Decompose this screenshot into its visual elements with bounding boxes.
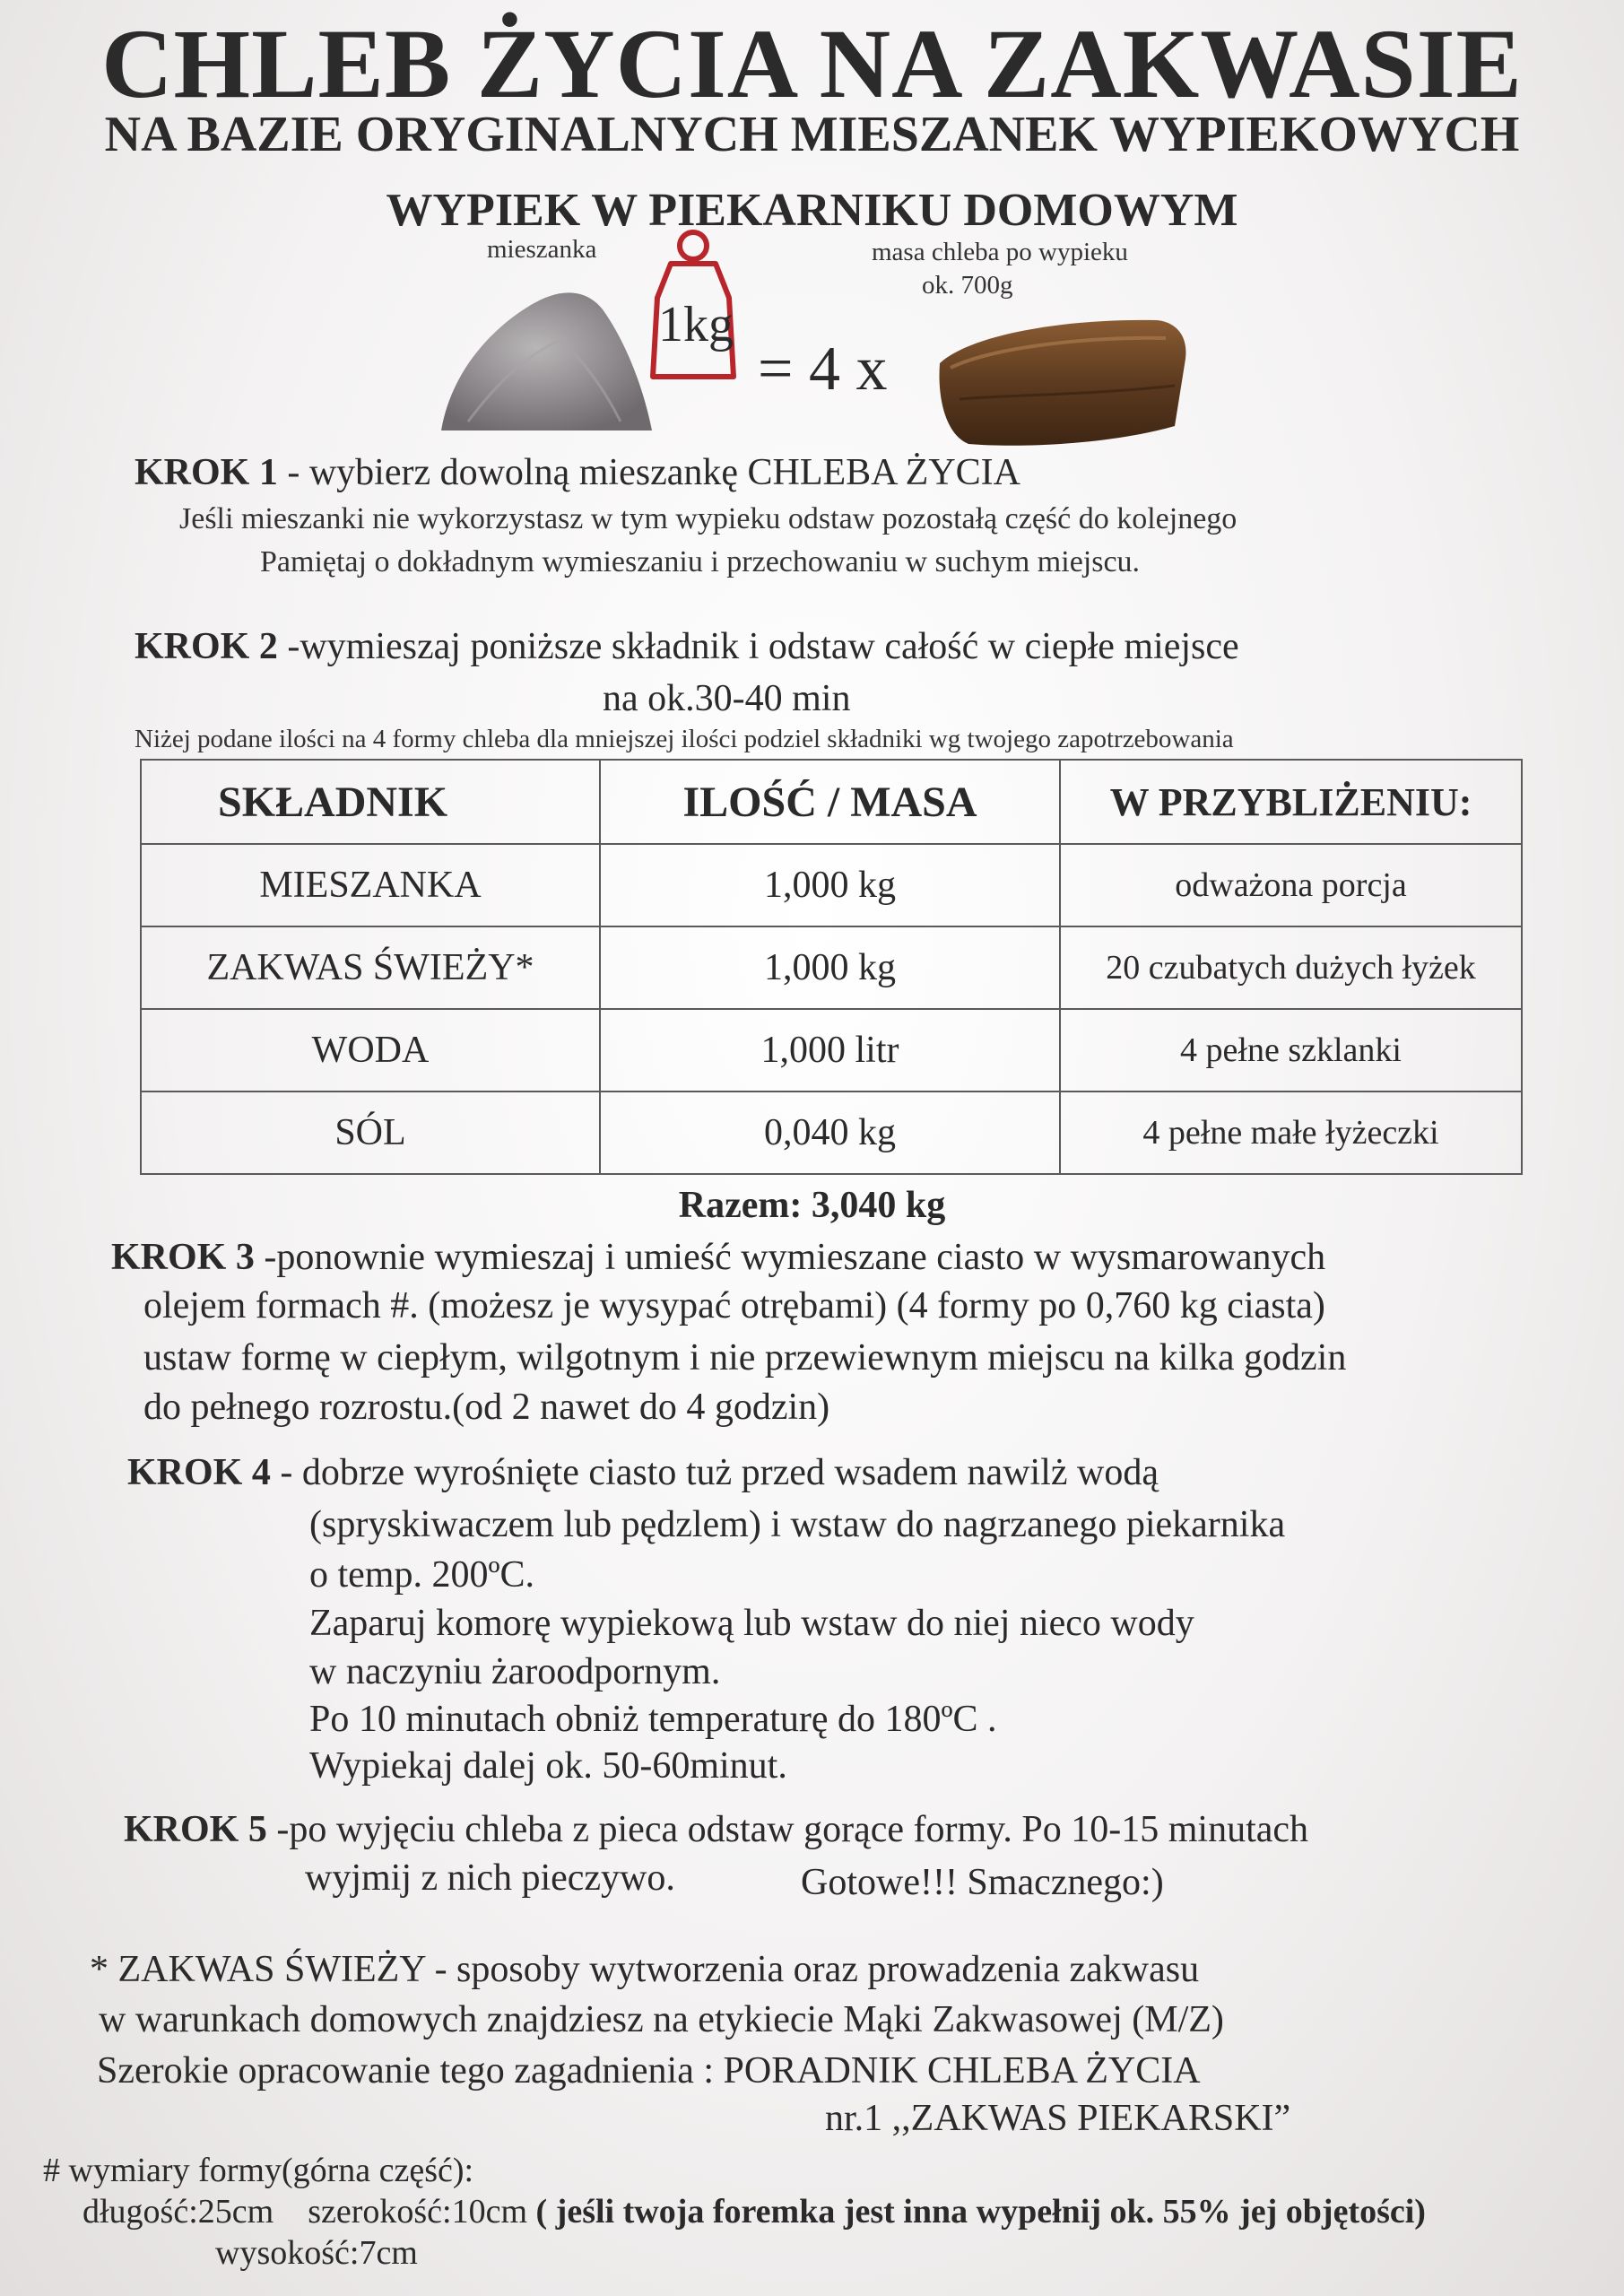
weight-label: 1kg: [658, 297, 734, 352]
step3-heading: KROK 3: [111, 1237, 255, 1278]
total-mass: Razem: 3,040 kg: [678, 1185, 946, 1226]
step5-heading: KROK 5: [124, 1809, 267, 1850]
dimension-width: szerokość:10cm: [308, 2193, 528, 2231]
step4-text: - dobrze wyrośnięte ciasto tuż przed wsadem nawilż wodą: [270, 1452, 1159, 1493]
step2-note: Niżej podane ilości na 4 formy chleba dla mniejszej ilości podziel składniki wg twojego zapotrzebowania: [135, 725, 1234, 753]
page-subtitle: NA BAZIE ORYGINALNYCH MIESZANEK WYPIEKOWYCH: [104, 107, 1520, 162]
step4-line: Zaparuj komorę wypiekową lub wstaw do niej nieco wody: [309, 1603, 1194, 1644]
equals-four-times: = 4 x: [758, 335, 888, 404]
table-row: [141, 844, 1522, 926]
dimension-fill-note: ( jeśli twoja foremka jest inna wypełnij ok. 55% jej objętości): [535, 2193, 1426, 2231]
table-cell: ZAKWAS ŚWIEŻY*: [141, 926, 600, 1009]
step5-ready: Gotowe!!! Smacznego:): [801, 1862, 1164, 1903]
step3-line3: ustaw formę w ciepłym, wilgotnym i nie przewiewnym miejscu na kilka godzin: [143, 1337, 1347, 1378]
step3-line2: olejem formach #. (możesz je wysypać otrębami) (4 formy po 0,760 kg ciasta): [143, 1285, 1325, 1326]
step1-line1: [135, 451, 1020, 494]
table-cell: 1,000 kg: [600, 844, 1060, 926]
table-cell: 1,000 litr: [600, 1009, 1060, 1091]
page-subtitle-oven: WYPIEK W PIEKARNIKU DOMOWYM: [386, 185, 1238, 236]
step1-line3: Pamiętaj o dokładnym wymieszaniu i przechowaniu w suchym miejscu.: [260, 545, 1141, 578]
bread-loaf-image: [933, 309, 1193, 453]
table-row: [141, 1091, 1522, 1174]
step5-line2: wyjmij z nich pieczywo.: [305, 1857, 675, 1899]
table-cell: 1,000 kg: [600, 926, 1060, 1009]
step4-line: o temp. 200ºC.: [309, 1554, 535, 1596]
footnote-line3: Szerokie opracowanie tego zagadnienia : PORADNIK CHLEBA ŻYCIA: [97, 2050, 1201, 2092]
step4-line: w naczyniu żaroodpornym.: [309, 1651, 721, 1692]
page-title: CHLEB ŻYCIA NA ZAKWASIE: [101, 9, 1523, 118]
dimensions-title: # wymiary formy(górna część):: [43, 2152, 474, 2189]
table-cell: 0,040 kg: [600, 1091, 1060, 1174]
table-cell: 20 czubatych dużych łyżek: [1060, 926, 1522, 1009]
step4-line: (spryskiwaczem lub pędzlem) i wstaw do nagrzanego piekarnika: [309, 1504, 1286, 1545]
table-cell: MIESZANKA: [141, 844, 600, 926]
dimensions-line: [83, 2192, 1426, 2231]
flour-pile-image: [432, 269, 656, 439]
step5-text: -po wyjęciu chleba z pieca odstaw gorące formy. Po 10-15 minutach: [266, 1809, 1309, 1850]
step2-line2: na ok.30-40 min: [603, 678, 851, 719]
step4-line: Wypiekaj dalej ok. 50-60minut.: [309, 1745, 787, 1787]
step1-heading: KROK 1: [135, 452, 278, 493]
footnote-line2: w warunkach domowych znajdziesz na etykiecie Mąki Zakwasowej (M/Z): [99, 1999, 1224, 2040]
table-cell: SÓL: [141, 1091, 600, 1174]
header-amount: ILOŚĆ / MASA: [600, 760, 1060, 844]
mix-label: mieszanka: [487, 235, 597, 264]
step1-text: - wybierz dowolną mieszankę CHLEBA ŻYCIA: [277, 452, 1020, 493]
header-approx: W PRZYBLIŻENIU:: [1060, 760, 1522, 844]
step3-text: -ponownie wymieszaj i umieść wymieszane ciasto w wysmarowanych: [254, 1237, 1326, 1278]
step2-line1: [135, 625, 1239, 668]
table-row: [141, 1009, 1522, 1091]
table-cell: odważona porcja: [1060, 844, 1522, 926]
step1-line2: Jeśli mieszanki nie wykorzystasz w tym wypieku odstaw pozostałą część do kolejnego: [179, 502, 1238, 535]
step3-line4: do pełnego rozrostu.(od 2 nawet do 4 godzin): [143, 1387, 830, 1428]
table-cell: WODA: [141, 1009, 600, 1091]
step2-text: -wymieszaj poniższe składnik i odstaw całość w ciepłe miejsce: [277, 626, 1239, 667]
footnote-line4: nr.1 ,,ZAKWAS PIEKARSKI”: [825, 2098, 1291, 2139]
bread-mass-value: ok. 700g: [922, 271, 1013, 300]
table-cell: 4 pełne szklanki: [1060, 1009, 1522, 1091]
step5-line1: [124, 1808, 1308, 1851]
step3-line1: [111, 1236, 1325, 1279]
ingredients-table: [140, 759, 1523, 1175]
bread-mass-label: masa chleba po wypieku: [872, 238, 1128, 266]
dimension-length: długość:25cm: [83, 2193, 274, 2231]
step4-line: Po 10 minutach obniż temperaturę do 180ºC .: [309, 1699, 997, 1740]
step4-heading: KROK 4: [127, 1452, 271, 1493]
footnote-line1: * ZAKWAS ŚWIEŻY - sposoby wytworzenia oraz prowadzenia zakwasu: [90, 1949, 1200, 1990]
table-row: [141, 926, 1522, 1009]
table-header-row: [141, 760, 1522, 844]
header-ingredient: SKŁADNIK: [141, 760, 600, 844]
dimension-height: wysokość:7cm: [215, 2234, 418, 2272]
table-cell: 4 pełne małe łyżeczki: [1060, 1091, 1522, 1174]
step2-heading: KROK 2: [135, 626, 278, 667]
step4-line1: [127, 1451, 1159, 1494]
